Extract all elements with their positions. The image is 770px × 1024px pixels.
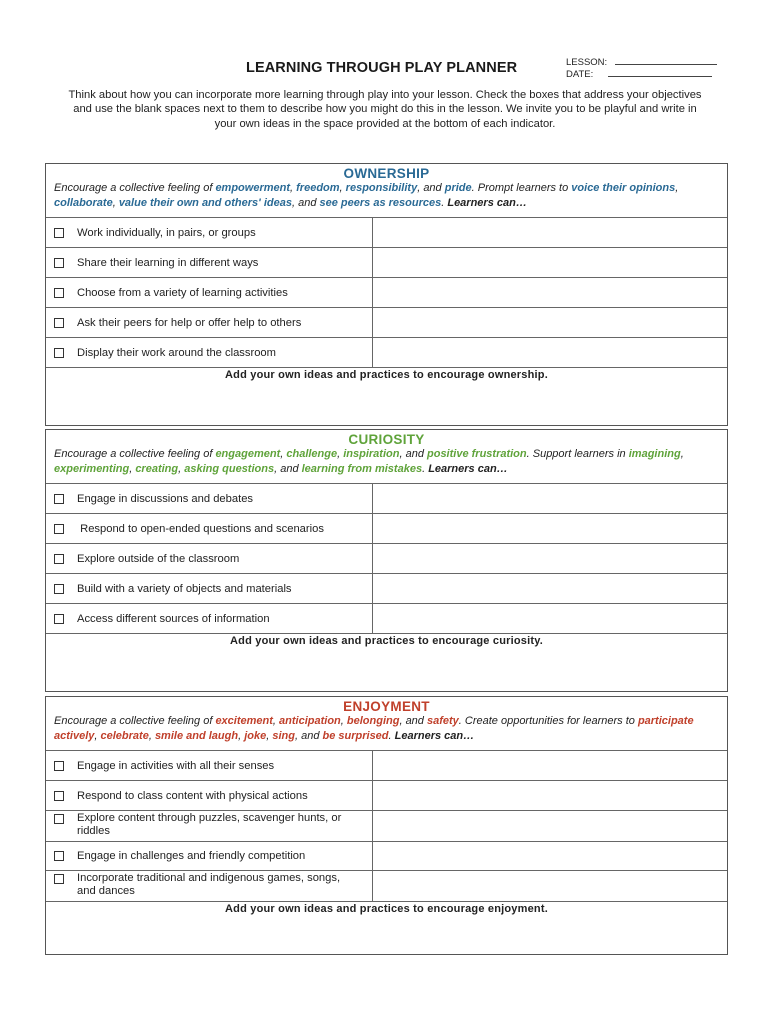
highlight-term: value their own and others' ideas xyxy=(118,196,292,209)
description-text: , xyxy=(339,182,346,194)
highlight-term: see peers as resources xyxy=(319,196,442,209)
response-cell[interactable] xyxy=(373,811,727,841)
highlight-term: collaborate xyxy=(54,196,113,209)
description-text: , and xyxy=(274,462,302,475)
checkbox[interactable] xyxy=(54,874,64,884)
description-text: , xyxy=(680,448,684,460)
description-text: , xyxy=(178,462,185,475)
highlight-term: excitement xyxy=(215,715,273,727)
highlight-term: sing xyxy=(272,729,295,742)
item-label: Display their work around the classroom xyxy=(77,346,276,359)
enjoyment-header xyxy=(46,697,727,751)
response-cell[interactable] xyxy=(373,514,727,543)
item-label: Choose from a variety of learning activities xyxy=(77,286,288,299)
checkbox[interactable] xyxy=(54,494,64,504)
description-text: . Support learners in xyxy=(526,448,629,460)
highlight-term: responsibility xyxy=(345,182,418,194)
highlight-term: belonging xyxy=(346,715,400,727)
item-label: Engage in discussions and debates xyxy=(77,492,254,505)
checkbox[interactable] xyxy=(54,851,64,861)
response-cell[interactable] xyxy=(373,842,727,870)
item-label: Build with a variety of objects and materials xyxy=(77,582,292,595)
add-ideas-label: Add your own ideas and practices to encourage ownership. xyxy=(225,369,548,381)
enjoyment-row xyxy=(46,751,727,781)
page-title: LEARNING THROUGH PLAY PLANNER xyxy=(246,60,518,76)
ownership-row xyxy=(46,308,727,338)
description-text: , and xyxy=(399,448,427,460)
description-text: , xyxy=(280,448,287,460)
item-label: Engage in challenges and friendly competition xyxy=(77,850,306,862)
ownership-description xyxy=(54,181,717,210)
highlight-term: joke xyxy=(244,729,267,742)
description-text: , and xyxy=(417,182,445,194)
curiosity-row xyxy=(46,484,727,514)
item-label: Share their learning in different ways xyxy=(77,256,259,269)
description-text: , xyxy=(238,729,245,742)
description-text: , xyxy=(129,462,136,475)
description-text: , xyxy=(272,715,280,727)
response-cell[interactable] xyxy=(373,218,727,247)
description-text: Encourage a collective feeling of xyxy=(54,182,216,194)
highlight-term: safety xyxy=(426,715,459,727)
enjoyment-add-ideas[interactable] xyxy=(46,902,727,954)
highlight-term: smile and laugh xyxy=(154,729,239,742)
description-text: , xyxy=(337,448,344,460)
highlight-term: freedom xyxy=(296,182,340,194)
ownership-title: OWNERSHIP xyxy=(343,166,430,181)
response-cell[interactable] xyxy=(373,248,727,277)
description-text: , xyxy=(340,715,347,727)
ownership-add-ideas[interactable] xyxy=(46,368,727,425)
checkbox[interactable] xyxy=(54,228,64,238)
item-label: Ask their peers for help or offer help to others xyxy=(77,316,302,329)
highlight-term: creating xyxy=(135,462,179,475)
response-cell[interactable] xyxy=(373,871,727,901)
checkbox[interactable] xyxy=(54,791,64,801)
ownership-section xyxy=(45,163,728,426)
response-cell[interactable] xyxy=(373,781,727,810)
response-cell[interactable] xyxy=(373,278,727,307)
highlight-term: empowerment xyxy=(215,182,291,194)
response-cell[interactable] xyxy=(373,604,727,633)
description-text: . xyxy=(441,196,448,209)
add-ideas-label: Add your own ideas and practices to encourage enjoyment. xyxy=(225,903,548,915)
enjoyment-row xyxy=(46,871,727,902)
enjoyment-row xyxy=(46,811,727,842)
item-label: Explore outside of the classroom xyxy=(77,552,240,565)
checkbox[interactable] xyxy=(54,524,64,534)
checkbox[interactable] xyxy=(54,584,64,594)
item-label: Engage in activities with all their senses xyxy=(77,759,275,772)
item-label: Incorporate traditional and indigenous games, songs, and dances xyxy=(77,872,341,897)
date-field[interactable] xyxy=(566,67,712,80)
description-text: , xyxy=(266,729,273,742)
description-text: , and xyxy=(291,196,320,209)
item-label: Respond to class content with physical actions xyxy=(77,789,308,802)
highlight-term: engagement xyxy=(215,448,281,460)
add-ideas-label: Add your own ideas and practices to encourage curiosity. xyxy=(230,635,543,647)
ownership-header xyxy=(46,164,727,218)
description-text: , xyxy=(675,182,679,194)
response-cell[interactable] xyxy=(373,574,727,603)
curiosity-row xyxy=(46,604,727,634)
checkbox[interactable] xyxy=(54,761,64,771)
description-text: Encourage a collective feeling of xyxy=(54,448,216,460)
checkbox[interactable] xyxy=(54,348,64,358)
description-text: . xyxy=(422,462,429,475)
highlight-term: asking questions xyxy=(184,462,275,475)
enjoyment-description xyxy=(54,714,717,743)
curiosity-section xyxy=(45,429,728,692)
enjoyment-row xyxy=(46,842,727,871)
description-text: , xyxy=(148,729,155,742)
response-cell[interactable] xyxy=(373,484,727,513)
date-label: DATE: xyxy=(566,69,594,80)
highlight-term: positive frustration xyxy=(427,448,527,460)
highlight-term: voice their opinions xyxy=(571,182,676,194)
highlight-term: be surprised xyxy=(322,729,389,742)
ownership-row xyxy=(46,218,727,248)
description-text: , and xyxy=(399,715,427,727)
description-text: . Prompt learners to xyxy=(471,182,572,194)
ownership-row xyxy=(46,248,727,278)
item-label: Explore content through puzzles, scavenger hunts, or riddles xyxy=(77,812,342,837)
highlight-term: celebrate xyxy=(100,729,149,742)
description-text: , xyxy=(290,182,297,194)
highlight-term: participate actively xyxy=(54,715,694,742)
enjoyment-section xyxy=(45,696,728,955)
item-label: Access different sources of information xyxy=(77,612,270,625)
highlight-term: experimenting xyxy=(54,462,130,475)
description-text: . xyxy=(388,729,395,742)
description-text: Encourage a collective feeling of xyxy=(54,715,216,727)
response-cell[interactable] xyxy=(373,751,727,780)
highlight-term: imagining xyxy=(628,448,681,460)
response-cell[interactable] xyxy=(373,338,727,367)
highlight-term: pride xyxy=(444,182,472,194)
curiosity-description xyxy=(54,447,717,476)
enjoyment-row xyxy=(46,781,727,811)
curiosity-add-ideas[interactable] xyxy=(46,634,727,691)
date-line[interactable] xyxy=(608,67,712,77)
learners-can-prompt: Learners can… xyxy=(447,196,527,209)
curiosity-row xyxy=(46,574,727,604)
highlight-term: learning from mistakes xyxy=(301,462,423,475)
highlight-term: challenge xyxy=(286,448,338,460)
curiosity-row xyxy=(46,544,727,574)
item-label: Respond to open-ended questions and scenarios xyxy=(77,522,324,535)
response-cell[interactable] xyxy=(373,544,727,573)
curiosity-row xyxy=(46,514,727,544)
description-text: , xyxy=(94,729,101,742)
highlight-term: inspiration xyxy=(343,448,400,460)
highlight-term: anticipation xyxy=(279,715,341,727)
curiosity-header xyxy=(46,430,727,484)
lesson-label: LESSON: xyxy=(566,57,608,68)
checkbox[interactable] xyxy=(54,814,64,824)
item-label: Work individually, in pairs, or groups xyxy=(77,226,256,239)
learners-can-prompt: Learners can… xyxy=(428,462,508,475)
description-text: . Create opportunities for learners to xyxy=(458,715,638,727)
description-text: , xyxy=(112,196,119,209)
ownership-row xyxy=(46,278,727,308)
checkbox[interactable] xyxy=(54,288,64,298)
checkbox[interactable] xyxy=(54,614,64,624)
learners-can-prompt: Learners can… xyxy=(394,729,475,742)
ownership-row xyxy=(46,338,727,368)
description-text: , and xyxy=(294,729,323,742)
checkbox[interactable] xyxy=(54,554,64,564)
checkbox[interactable] xyxy=(54,258,64,268)
checkbox[interactable] xyxy=(54,318,64,328)
intro-text: Think about how you can incorporate more learning through play into your lesson. Check the boxes that address your objectives and use the blank spaces next to them to describe how you might do this in the lesson. We invite you to be playful and write in your own ideas in the space provided at the bottom of each indicator. xyxy=(68,89,702,130)
response-cell[interactable] xyxy=(373,308,727,337)
lesson-line[interactable] xyxy=(615,55,717,65)
enjoyment-title: ENJOYMENT xyxy=(343,699,430,714)
curiosity-title: CURIOSITY xyxy=(348,432,425,447)
